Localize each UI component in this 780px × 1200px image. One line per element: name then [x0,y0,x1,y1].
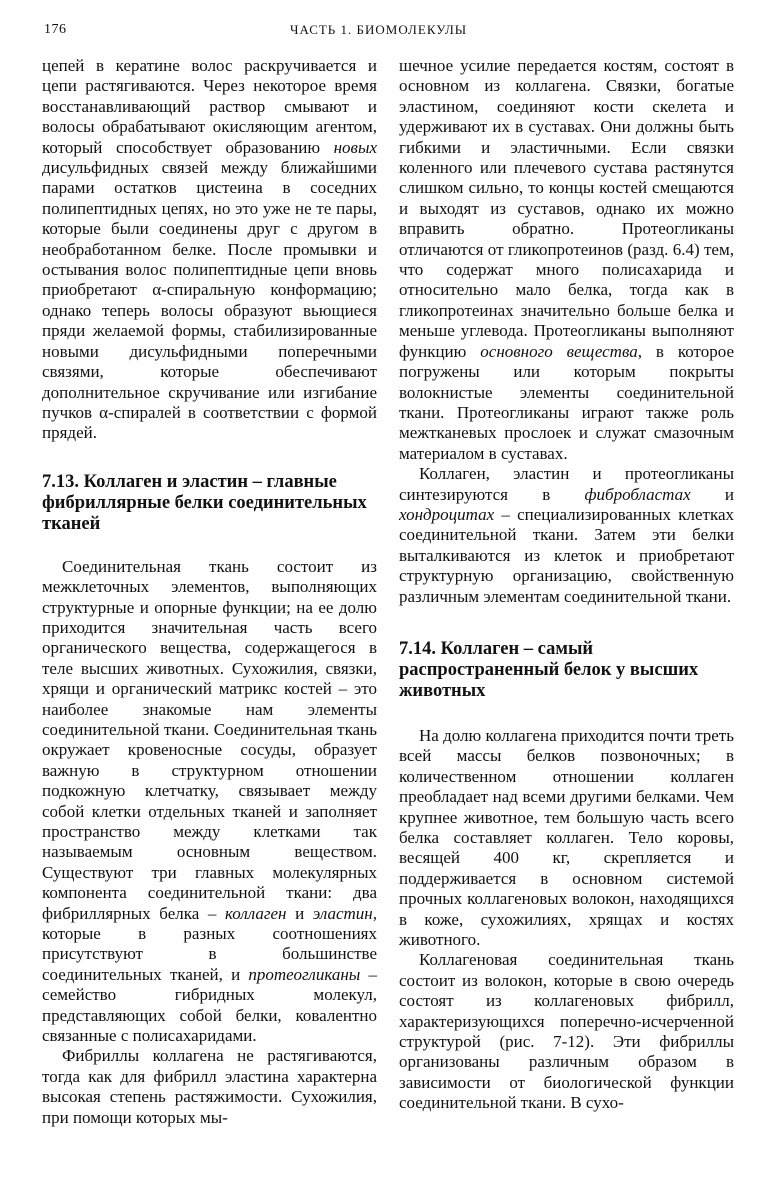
paragraph-connective-tissue: Соединительная ткань состоит из межклеточных элементов, выполняющих структурные и опорные функции; на ее долю приходится значительная часть всего органического вещества, содержащегося в теле высших животных. Сухожилия, связки, хрящи и органический матрикс костей – это наиболее знакомые нам элементы соединительной ткани. Соединительная ткань окружает кровеносные сосуды, образует важную в структурном отношении подкожную клетчатку, связывает между собой клетки отдельных тканей и заполняет пространство между клетками так называемым основным веществом. Существуют три главных молекулярных компонента соединительной ткани: два фибриллярных белка – коллаген и эластин, которые в разных соотношениях присутствуют в большинстве соединительных тканей, и протеогликаны – семейство гибридных молекул, представляющих собой белки, ковалентно связанные с полисахаридами. [42,556,378,1046]
paragraph-continuation: цепей в кератине волос раскручивается и цепи растягиваются. Через некоторое время восстанавливающий раствор смывают и волосы обрабатывают окисляющим агентом, который способствует образованию новых дисульфидных связей между ближайшими парами остатков цистеина в соседних полипептидных цепях, но это уже не те пары, которые были соединены друг с другом в необработанном белке. После промывки и остывания волос полипептидные цепи вновь приобретают α-спиральную конформацию; однако теперь волосы образуют вьющиеся пряди желаемой формы, стабилизированные новыми дисульфидными поперечными связями, которые обеспечивают дополнительное скручивание или изгибание пучков α-спиралей в соответствии с формой прядей. [42,56,377,443]
paragraph-collagen-tissue: Коллагеновая соединительная ткань состоит из волокон, которые в свою очередь состоят из коллагеновых фибрилл, характеризующихся поперечно-исчерченной структурой (рис. 7-12). Эти фибриллы организованы различным образом в зависимости от биологической функции соединительной ткани. В сухо- [399,950,734,1113]
paragraph-ligaments: шечное усилие передается костям, состоят в основном из коллагена. Связки, богатые эластином, соединяют кости скелета и удерживают их в суставах. Они должны быть гибкими и эластичными. Если связки коленного или плечевого сустава растянутся слишком сильно, то концы костей смещаются и выходят из суставов, однако их можно вправить обратно. Протеогликаны отличаются от гликопротеинов (разд. 6.4) тем, что содержат много полисахарида и относительно мало белка, тогда как в гликопротеинах значительно больше белка и меньше углевода. Протеогликаны выполняют функцию основного вещества, в которое погружены или которым покрыты волокнистые элементы соединительной ткани. Протеогликаны играют также роль межтканевых прослоек и служат смазочным материалом в суставах. [399,56,734,463]
paragraph-collagen-share: На долю коллагена приходится почти треть всей массы белков позвоночных; в количественном отношении коллаген преобладает над всеми другими белками. Чем крупнее животное, тем большую часть всего белка составляет коллаген. Тело коровы, весящей 400 кг, скрепляется и поддерживается в основном системой прочных коллагеновых волокон, находящихся в коже, сухожилиях, хрящах и костях животного. [399,725,734,950]
paragraph-fibrils: Фибриллы коллагена не растягиваются, тогда как для фибрилл эластина характерна высокая степень растяжимости. Сухожилия, при помощи которых мы- [42,1046,377,1127]
left-column [42,56,377,1128]
paragraph-synthesis: Коллаген, эластин и протеогликаны синтезируются в фибробластах и хондроцитах – специализированных клетках соединительной ткани. Затем эти белки выталкиваются из клеток и приобретают структурную организацию, свойственную различным элементам соединительной ткани. [399,464,734,606]
running-title: ЧАСТЬ 1. БИОМОЛЕКУЛЫ [290,22,468,37]
section-heading-7-13: 7.13. Коллаген и эластин – главные фибриллярные белки соединительных тканей [42,471,367,534]
right-column [399,56,734,1114]
page-number: 176 [44,22,67,37]
section-heading-7-14: 7.14. Коллаген – самый распространенный белок у высших животных [399,638,699,701]
